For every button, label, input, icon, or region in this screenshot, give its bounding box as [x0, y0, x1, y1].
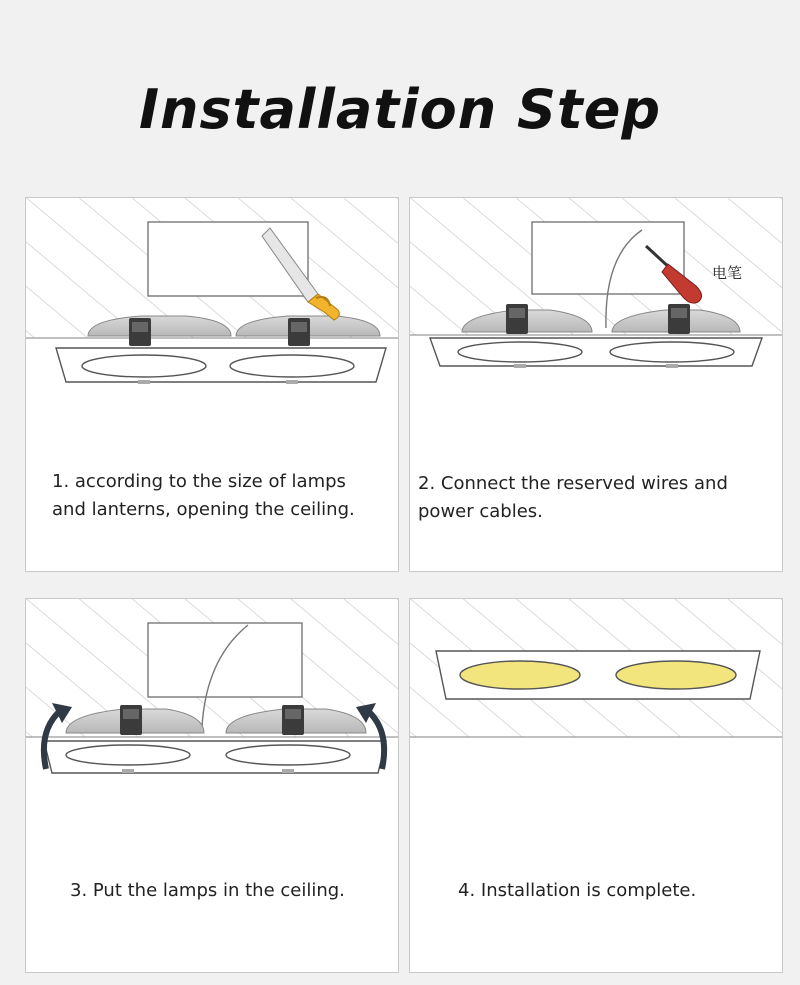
step-4-caption: 4. Installation is complete.: [458, 880, 697, 901]
step-3-panel: [25, 598, 399, 973]
tool-label: 电笔: [712, 264, 743, 282]
step-1-panel: [25, 197, 399, 572]
step-2-caption-line-1: 2. Connect the reserved wires and: [418, 473, 728, 494]
step-2-panel: [409, 197, 783, 572]
page-title: Installation Step: [138, 78, 662, 141]
step-4-illustration: [410, 599, 783, 973]
step-4-panel: [409, 598, 783, 973]
step-3-caption: 3. Put the lamps in the ceiling.: [70, 880, 345, 901]
step-3-illustration: [26, 599, 399, 973]
step-1-caption-line-2: and lanterns, opening the ceiling.: [52, 499, 355, 520]
step-1-caption-line-1: 1. according to the size of lamps: [52, 471, 346, 492]
step-2-caption-line-2: power cables.: [418, 501, 543, 522]
